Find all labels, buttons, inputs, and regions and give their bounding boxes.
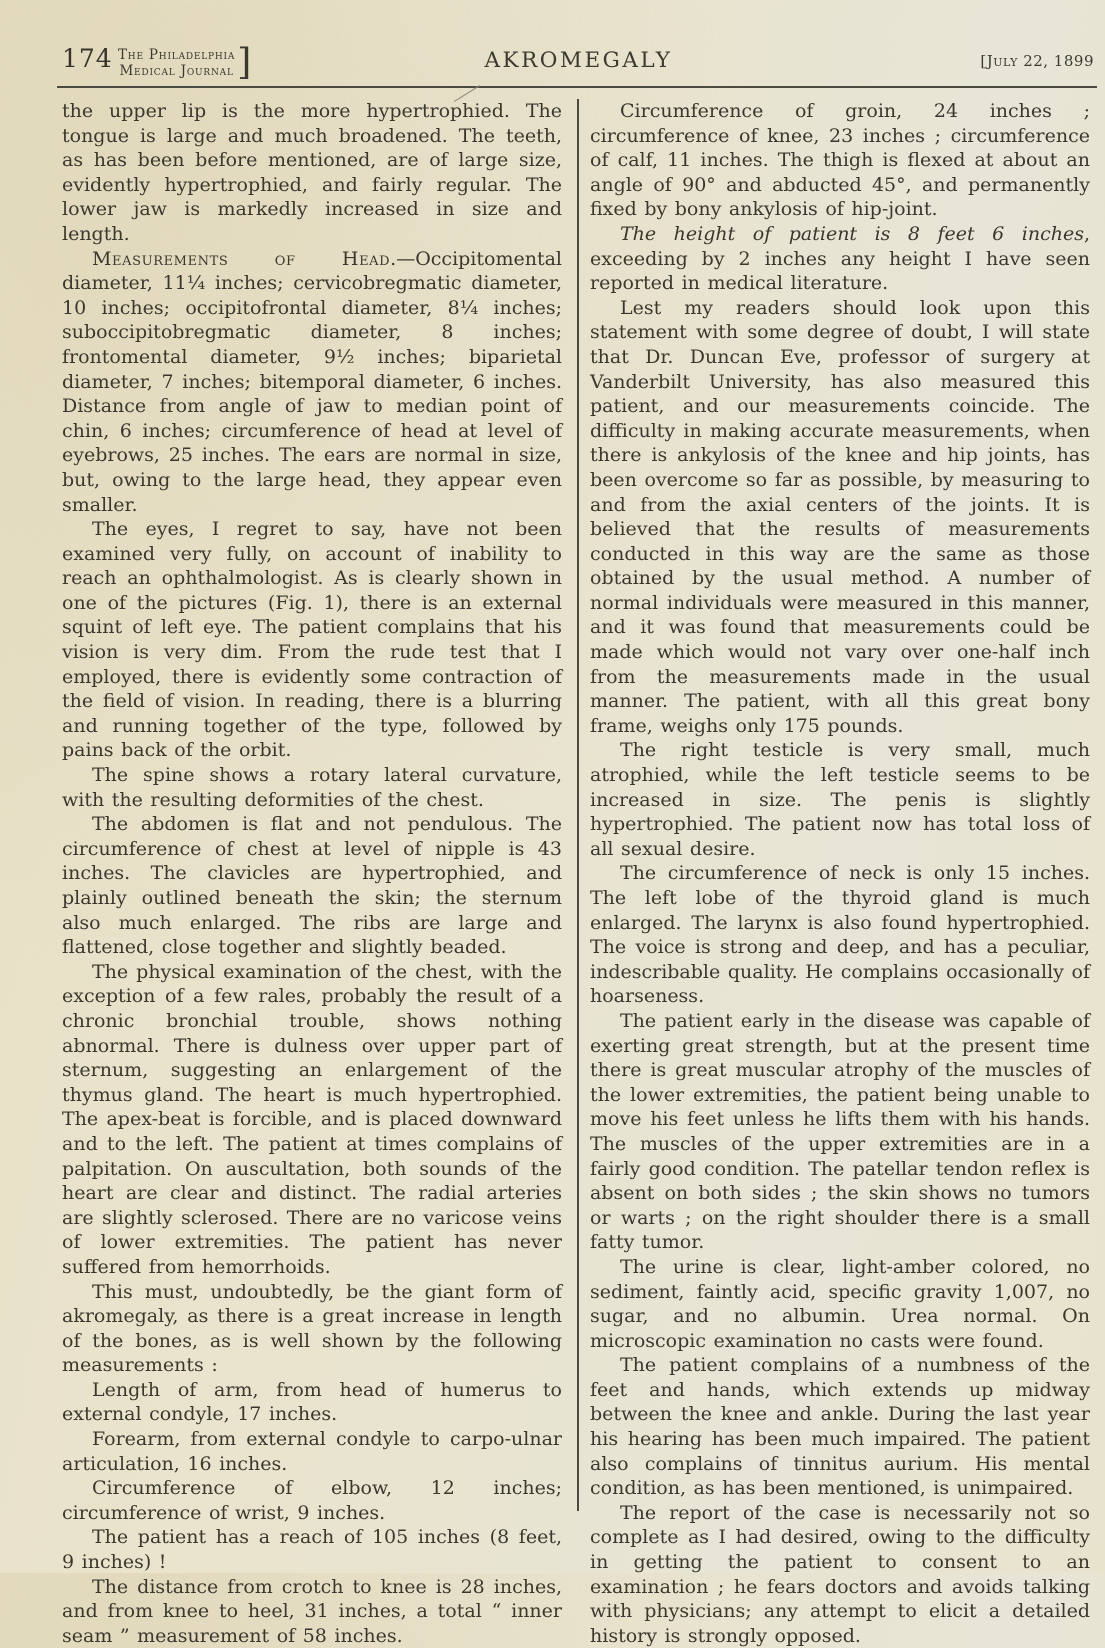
issue-date: [July 22, 1899 [980,52,1094,70]
body-text: Length of arm, from head of humerus to external condyle, 17 inches. [62,1379,562,1426]
italic-text: The height of patient is 8 feet 6 inches [620,223,1084,245]
body-text: The right testicle is very small, much atrophied, while the left testicle seems to be increased in size. The penis is slightly hypertrophied. The patient now has total loss of all sexual desire. [590,739,1090,859]
right-column [590,99,1090,1648]
body-text: The physical examination of the chest, with the exception of a few rales, probably the result of a chronic bronchial trouble, shows nothing abnormal. There is dulness over upper part of sternum, suggesting an enlargement of the thymus gland. The heart is much hypertrophied. The apex-beat is forcible, and is placed downward and to the left. The patient at times complains of palpitation. On auscultation, both sounds of the heart are clear and distinct. The radial arteries are slightly sclerosed. There are no varicose veins of lower extremities. The patient has never suffered from hemorrhoids. [62,961,562,1278]
column-divider [577,99,579,1511]
body-text: Lest my readers should look upon this statement with some degree of doubt, I will state that Dr. Duncan Eve, professor of surgery at Vanderbilt University, has also measured this patient, and our measurements coincide. The difficulty in making accurate measurements, when there is ankylosis of the knee and hip joints, has been overcome so far as possible, by measuring to and from the axial centers of the joints. It is believed that the results of measurements conducted in this way are the same as those obtained by the usual method. A number of normal individuals were measured in this manner, and it was found that measurements could be made which would not vary over one-half inch from the measurements made in the usual manner. The patient, with all this great bony frame, weighs only 175 pounds. [590,297,1090,737]
body-text: The patient complains of a numbness of the feet and hands, which extends up midway between the knee and ankle. During the last year his hearing has been much impaired. The patient also complains of tinnitus aurium. His mental condition, as has been mentioned, is unimpaired. [590,1354,1090,1499]
body-text: , exceeding by 2 inches any height I have seen reported in medical literature. [590,223,1090,294]
body-text: Circumference of elbow, 12 inches; circumference of wrist, 9 inches. [62,1477,562,1524]
paragraph [590,738,1090,861]
paragraph [62,763,562,812]
body-text: .—Occipitomental diameter, 11¼ inches; cervicobregmatic diameter, 10 inches; occipitofrontal diameter, 8¼ inches; suboccipitobregmatic diameter, 8 inches; frontomental diameter, 9½ inches; biparietal diameter, 7 inches; bitemporal diameter, 6 inches. Distance from angle of jaw to median point of chin, 6 inches; circumference of head at level of eyebrows, 25 inches. The ears are normal in size, but, owing to the large head, they appear even smaller. [62,248,562,516]
paragraph [62,1427,562,1476]
paragraph [62,1525,562,1574]
body-text: The spine shows a rotary lateral curvature, with the resulting deformities of the chest. [62,764,562,811]
paragraph [590,861,1090,1009]
body-text: The urine is clear, light-amber colored, no sediment, faintly acid, specific gravity 1,007, no sugar, and no albumin. Urea normal. On microscopic examination no casts were found. [590,1256,1090,1352]
journal-name-line2: Medical Journal [118,63,235,79]
paragraph [62,1378,562,1427]
paragraph [590,1009,1090,1255]
body-text: This must, undoubtedly, be the giant form of akromegaly, as there is a great increase in length of the bones, as is well shown by the following measurements : [62,1281,562,1377]
header-rule [57,86,1097,88]
text-columns [62,99,1090,1648]
paragraph [62,1476,562,1525]
paragraph [62,517,562,763]
journal-name-line1: The Philadelphia [118,47,235,63]
body-text: The circumference of neck is only 15 inches. The left lobe of the thyroid gland is much enlarged. The larynx is also found hypertrophied. The voice is strong and deep, and has a peculiar, indescribable quality. He complains occasionally of hoarseness. [590,862,1090,1007]
smallcaps-heading: Measurements of Head [92,248,390,270]
paragraph [590,1255,1090,1353]
paragraph [590,99,1090,222]
paragraph [62,1575,562,1648]
page-number: 174 [62,44,113,73]
paragraph [62,99,562,247]
body-text: Circumference of groin, 24 inches ; circumference of knee, 23 inches ; circumference of calf, 11 inches. The thigh is flexed at about an angle of 90° and abducted 45°, and permanently fixed by bony ankylosis of hip-joint. [590,100,1090,220]
paragraph [62,247,562,518]
body-text: The abdomen is flat and not pendulous. The circumference of chest at level of nipple is 43 inches. The clavicles are hypertrophied, and plainly outlined beneath the skin; the sternum also much enlarged. The ribs are large and flattened, close together and slightly beaded. [62,813,562,958]
paragraph [590,296,1090,739]
left-column [62,99,562,1648]
body-text: The eyes, I regret to say, have not been examined very fully, on account of inability to reach an ophthalmologist. As is clearly shown in one of the pictures (Fig. 1), there is an external squint of left eye. The patient complains that his vision is very dim. From the rude test that I employed, there is evidently some contraction of the field of vision. In reading, there is a blurring and running together of the type, followed by pains back of the orbit. [62,518,562,761]
body-text: The patient early in the disease was capable of exerting great strength, but at the present time there is great muscular atrophy of the muscles of the lower extremities, the patient being unable to move his feet unless he lifts them with his hands. The muscles of the upper extremities are in a fairly good condition. The patellar tendon reflex is absent on both sides ; the skin shows no tumors or warts ; on the right shoulder there is a small fatty tumor. [590,1010,1090,1253]
paragraph [590,1353,1090,1501]
paragraph [62,812,562,960]
article-title: AKROMEGALY [60,48,1097,73]
paragraph [62,960,562,1280]
body-text: The distance from crotch to knee is 28 inches, and from knee to heel, 31 inches, a total “ inner seam ” measurement of 58 inches. [62,1576,562,1647]
paragraph [62,1280,562,1378]
body-text: the upper lip is the more hypertrophied. The tongue is large and much broadened. The teeth, as has been before mentioned, are of large size, evidently hypertrophied, and fairly regular. The lower jaw is markedly increased in size and length. [62,100,562,245]
paragraph [590,1501,1090,1648]
body-text: The patient has a reach of 105 inches (8 feet, 9 inches) ! [62,1526,562,1573]
body-text: The report of the case is necessarily not so complete as I had desired, owing to the difficulty in getting the patient to consent to an examination ; he fears doctors and avoids talking with physicians; any attempt to elicit a detailed history is strongly opposed. [590,1502,1090,1647]
paragraph [590,222,1090,296]
body-text: Forearm, from external condyle to carpo-ulnar articulation, 16 inches. [62,1428,562,1475]
bracket-glyph: ] [237,47,251,79]
